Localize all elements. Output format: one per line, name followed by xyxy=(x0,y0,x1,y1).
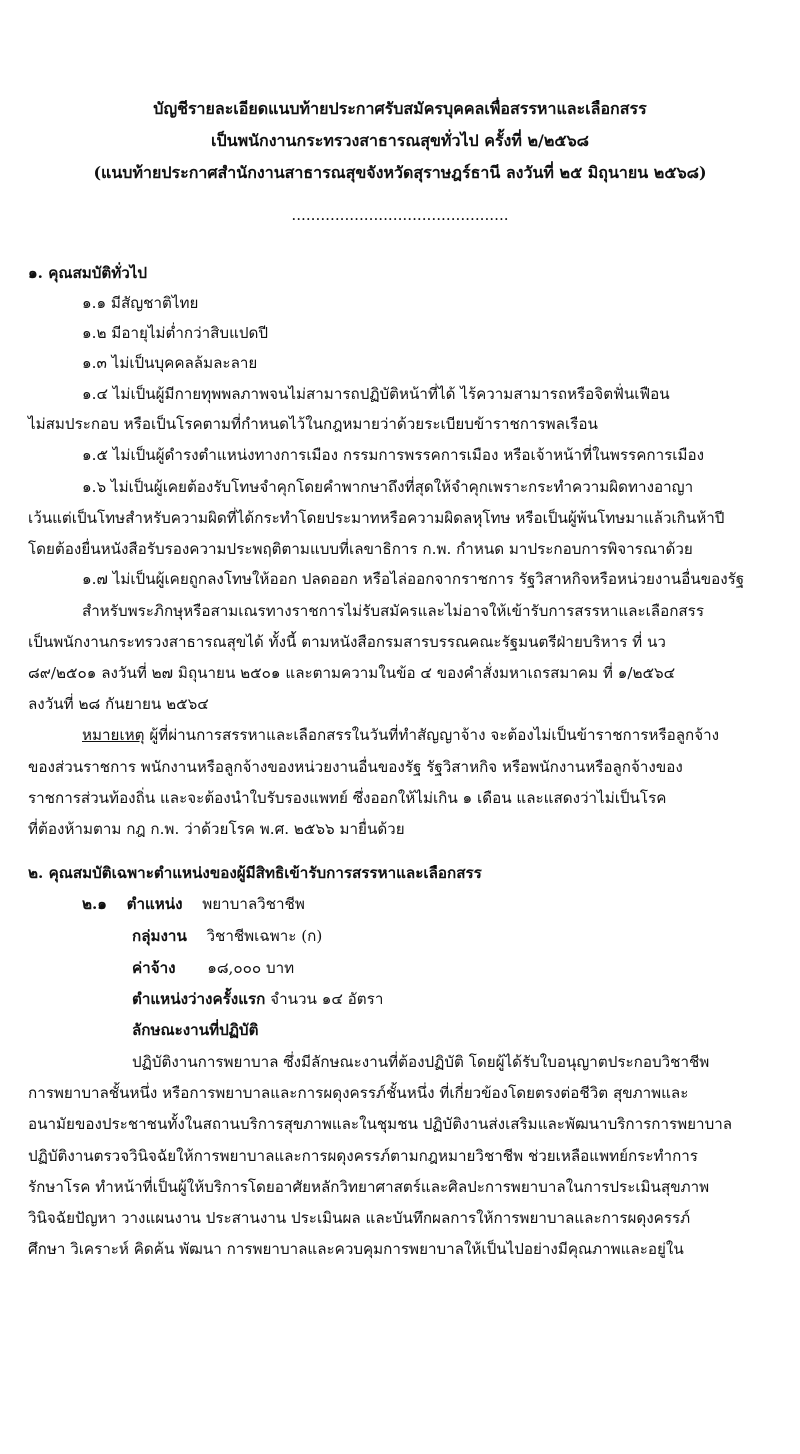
monk-line-3: ๘๙/๒๕๐๑ ลงวันที่ ๒๗ มิถุนายน ๒๕๐๑ และตามความในข้อ ๔ ของคำสั่งมหาเถรสมาคม ที่ ๑/๒๕๖๔ xyxy=(28,664,676,682)
duty-label: ลักษณะงานที่ปฏิบัติ xyxy=(132,1021,259,1039)
item-2-1-number: ๒.๑ xyxy=(82,895,107,913)
duty-line-1: ปฏิบัติงานการพยาบาล ซึ่งมีลักษณะงานที่ต้องปฏิบัติ โดยผู้ได้รับใบอนุญาตประกอบวิชาชีพ xyxy=(132,1053,710,1071)
duty-line-3: อนามัยของประชาชนทั้งในสถานบริการสุขภาพและในชุมชน ปฏิบัติงานส่งเสริมและพัฒนาบริการการพยาบาล xyxy=(28,1115,733,1133)
item-1-6-line-1: ๑.๖ ไม่เป็นผู้เคยต้องรับโทษจำคุกโดยคำพากษาถึงที่สุดให้จำคุกเพราะกระทำความผิดทางอาญา xyxy=(82,478,694,496)
item-1-3: ๑.๓ ไม่เป็นบุคคลล้มละลาย xyxy=(82,354,258,372)
monk-line-4: ลงวันที่ ๒๘ กันยายน ๒๕๖๔ xyxy=(28,695,209,713)
note-text: ผู้ที่ผ่านการสรรหาและเลือกสรรในวันที่ทำสัญญาจ้าง จะต้องไม่เป็นข้าราชการหรือลูกจ้าง xyxy=(144,726,720,744)
item-1-1: ๑.๑ มีสัญชาติไทย xyxy=(82,294,199,312)
item-1-6-line-2: เว้นแต่เป็นโทษสำหรับความผิดที่ได้กระทำโดยประมาทหรือความผิดลหุโทษ หรือเป็นผู้พ้นโทษมาแล้วเกินห้าปี xyxy=(28,509,725,527)
position-label: ตำแหน่ง xyxy=(126,895,183,913)
item-1-5: ๑.๕ ไม่เป็นผู้ดำรงตำแหน่งทางการเมือง กรรมการพรรคการเมือง หรือเจ้าหน้าที่ในพรรคการเมือง xyxy=(82,446,704,464)
duty-line-4: ปฏิบัติงานตรวจวินิจฉัยให้การพยาบาลและการผดุงครรภ์ตามกฎหมายวิชาชีพ ช่วยเหลือแพทย์กระทำการ xyxy=(28,1147,698,1165)
duty-line-7: ศึกษา วิเคราะห์ คิดค้น พัฒนา การพยาบาลและควบคุมการพยาบาลให้เป็นไปอย่างมีคุณภาพและอยู่ใน xyxy=(28,1240,684,1258)
note-line-3: ราชการส่วนท้องถิ่น และจะต้องนำใบรับรองแพทย์ ซึ่งออกให้ไม่เกิน ๑ เดือน และแสดงว่าไม่เป็นโรค xyxy=(28,789,667,807)
note-line-4: ที่ต้องห้ามตาม กฎ ก.พ. ว่าด้วยโรค พ.ศ. ๒๕๖๖ มายื่นด้วย xyxy=(28,820,405,838)
item-1-4-line-1: ๑.๔ ไม่เป็นผู้มีกายทุพพลภาพจนไม่สามารถปฏิบัติหน้าที่ได้ ไร้ความสามารถหรือจิตฟั่นเฟือน xyxy=(82,385,670,403)
doc-title-line-3: (แนบท้ายประกาศสำนักงานสาธารณสุขจังหวัดสุราษฎร์ธานี ลงวันที่ ๒๕ มิถุนายน ๒๕๖๘) xyxy=(93,163,707,182)
monk-line-2: เป็นพนักงานกระทรวงสาธารณสุขได้ ทั้งนี้ ตามหนังสือกรมสารบรรณคณะรัฐมนตรีฝ่ายบริหาร ที่ นว xyxy=(28,633,666,651)
doc-title-line-1: บัญชีรายละเอียดแนบท้ายประกาศรับสมัครบุคคลเพื่อสรรหาและเลือกสรร xyxy=(153,99,647,118)
position-row xyxy=(82,893,772,915)
section-2-title: ๒. คุณสมบัติเฉพาะตำแหน่งของผู้มีสิทธิเข้ารับการสรรหาและเลือกสรร xyxy=(28,864,482,882)
note-line-2: ของส่วนราชการ พนักงานหรือลูกจ้างของหน่วยงานอื่นของรัฐ รัฐวิสาหกิจ หรือพนักงานหรือลูกจ้างของ xyxy=(28,758,683,776)
vacancy-row xyxy=(132,988,772,1010)
separator: ............................................. xyxy=(291,206,509,224)
duty-line-6: วินิจฉัยปัญหา วางแผนงาน ประสานงาน ประเมินผล และบันทึกผลการให้การพยาบาลและการผดุงครรภ์ xyxy=(28,1209,691,1227)
note-line-1 xyxy=(82,724,772,746)
item-1-6-line-3: โดยต้องยื่นหนังสือรับรองความประพฤติตามแบบที่เลขาธิการ ก.พ. กำหนด มาประกอบการพิจารณาด้วย xyxy=(28,540,693,558)
wage-label: ค่าจ้าง xyxy=(132,959,176,977)
section-1-title: ๑. คุณสมบัติทั่วไป xyxy=(28,264,148,282)
group-value: วิชาชีพเฉพาะ (ก) xyxy=(206,927,323,945)
group-row xyxy=(132,925,772,947)
item-1-2: ๑.๒ มีอายุไม่ต่ำกว่าสิบแปดปี xyxy=(82,324,269,342)
item-1-7: ๑.๗ ไม่เป็นผู้เคยถูกลงโทษให้ออก ปลดออก หรือไล่ออกจากราชการ รัฐวิสาหกิจหรือหน่วยงานอื่นของรัฐ xyxy=(82,570,745,588)
item-1-4-line-2: ไม่สมประกอบ หรือเป็นโรคตามที่กำหนดไว้ในกฎหมายว่าด้วยระเบียบข้าราชการพลเรือน xyxy=(28,415,598,433)
group-label: กลุ่มงาน xyxy=(132,927,187,945)
duty-line-5: รักษาโรค ทำหน้าที่เป็นผู้ให้บริการโดยอาศัยหลักวิทยาศาสตร์และศิลปะการพยาบาลในการประเมินสุขภาพ xyxy=(28,1178,710,1196)
wage-value: ๑๘,๐๐๐ บาท xyxy=(207,959,295,977)
monk-line-1: สำหรับพระภิกษุหรือสามเณรทางราชการไม่รับสมัครและไม่อาจให้เข้ารับการสรรหาและเลือกสรร xyxy=(82,602,704,620)
wage-row xyxy=(132,957,772,979)
vacancy-label: ตำแหน่งว่างครั้งแรก xyxy=(132,990,266,1008)
vacancy-value: จำนวน ๑๔ อัตรา xyxy=(265,990,384,1008)
doc-title-line-2: เป็นพนักงานกระทรวงสาธารณสุขทั่วไป ครั้งที่ ๒/๒๕๖๘ xyxy=(211,131,589,150)
position-value: พยาบาลวิชาชีพ xyxy=(202,895,305,913)
duty-line-2: การพยาบาลชั้นหนึ่ง หรือการพยาบาลและการผดุงครรภ์ชั้นหนึ่ง ที่เกี่ยวข้องโดยตรงต่อชีวิต สุขภาพและ xyxy=(28,1084,689,1102)
note-label: หมายเหตุ xyxy=(82,726,145,744)
